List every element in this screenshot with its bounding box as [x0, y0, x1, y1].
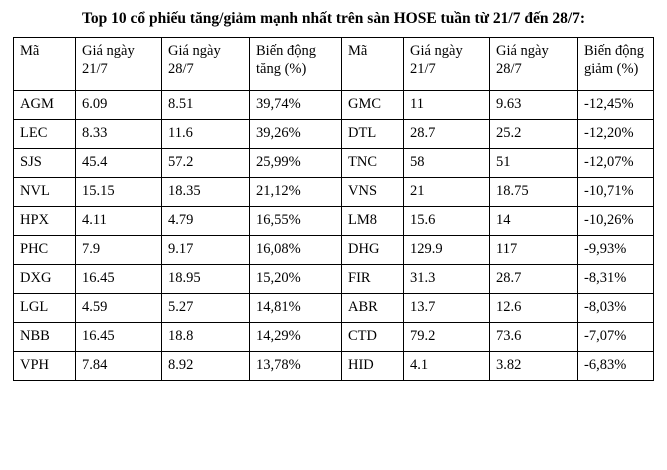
cell-ticker-down: VNS [342, 177, 404, 206]
column-header-ma-gainers: Mã [14, 37, 76, 90]
table-row [14, 351, 654, 380]
cell-change-down: -8,03% [578, 293, 654, 322]
cell-price-28-up: 4.79 [162, 206, 250, 235]
table-row [14, 148, 654, 177]
table-row [14, 206, 654, 235]
cell-change-down: -12,45% [578, 90, 654, 119]
cell-price-21-up: 6.09 [76, 90, 162, 119]
table-header-row [14, 37, 654, 90]
column-header-change-down: Biến động giảm (%) [578, 37, 654, 90]
cell-price-21-down: 15.6 [404, 206, 490, 235]
cell-price-28-down: 117 [490, 235, 578, 264]
cell-price-28-up: 18.35 [162, 177, 250, 206]
cell-change-up: 16,08% [250, 235, 342, 264]
cell-price-28-up: 18.8 [162, 322, 250, 351]
cell-price-28-down: 3.82 [490, 351, 578, 380]
column-header-change-up: Biến động tăng (%) [250, 37, 342, 90]
table-row [14, 322, 654, 351]
cell-change-down: -9,93% [578, 235, 654, 264]
cell-price-21-down: 11 [404, 90, 490, 119]
cell-price-28-up: 9.17 [162, 235, 250, 264]
column-header-price-28-7-gainers: Giá ngày 28/7 [162, 37, 250, 90]
cell-price-21-up: 8.33 [76, 119, 162, 148]
table-body [14, 90, 654, 380]
column-header-price-28-7-losers: Giá ngày 28/7 [490, 37, 578, 90]
table-row [14, 264, 654, 293]
cell-change-up: 25,99% [250, 148, 342, 177]
cell-price-28-down: 51 [490, 148, 578, 177]
cell-ticker-up: DXG [14, 264, 76, 293]
cell-ticker-down: FIR [342, 264, 404, 293]
cell-price-28-down: 9.63 [490, 90, 578, 119]
cell-change-up: 14,29% [250, 322, 342, 351]
table-header [14, 37, 654, 90]
cell-ticker-up: VPH [14, 351, 76, 380]
cell-ticker-up: LEC [14, 119, 76, 148]
cell-ticker-up: NVL [14, 177, 76, 206]
cell-price-21-down: 31.3 [404, 264, 490, 293]
table-row [14, 90, 654, 119]
cell-price-28-up: 8.92 [162, 351, 250, 380]
cell-price-21-up: 15.15 [76, 177, 162, 206]
cell-change-down: -10,71% [578, 177, 654, 206]
cell-ticker-down: HID [342, 351, 404, 380]
cell-price-28-up: 57.2 [162, 148, 250, 177]
cell-change-down: -10,26% [578, 206, 654, 235]
cell-price-21-down: 28.7 [404, 119, 490, 148]
cell-ticker-down: LM8 [342, 206, 404, 235]
cell-price-28-up: 18.95 [162, 264, 250, 293]
cell-price-21-down: 58 [404, 148, 490, 177]
column-header-price-21-7-losers: Giá ngày 21/7 [404, 37, 490, 90]
cell-price-28-down: 28.7 [490, 264, 578, 293]
cell-price-28-up: 11.6 [162, 119, 250, 148]
cell-price-21-down: 79.2 [404, 322, 490, 351]
cell-price-28-down: 73.6 [490, 322, 578, 351]
cell-price-21-up: 4.11 [76, 206, 162, 235]
cell-ticker-up: PHC [14, 235, 76, 264]
cell-change-down: -8,31% [578, 264, 654, 293]
cell-change-up: 39,74% [250, 90, 342, 119]
table-row [14, 177, 654, 206]
cell-change-up: 13,78% [250, 351, 342, 380]
cell-price-28-down: 18.75 [490, 177, 578, 206]
cell-ticker-down: DTL [342, 119, 404, 148]
cell-ticker-up: HPX [14, 206, 76, 235]
table-row [14, 235, 654, 264]
page-title: Top 10 cổ phiếu tăng/giảm mạnh nhất trên sàn HOSE tuần từ 21/7 đến 28/7: [81, 10, 586, 27]
cell-ticker-down: TNC [342, 148, 404, 177]
cell-ticker-down: CTD [342, 322, 404, 351]
cell-price-21-down: 13.7 [404, 293, 490, 322]
cell-change-up: 39,26% [250, 119, 342, 148]
cell-change-up: 21,12% [250, 177, 342, 206]
cell-price-28-down: 25.2 [490, 119, 578, 148]
cell-price-21-up: 7.84 [76, 351, 162, 380]
column-header-price-21-7-gainers: Giá ngày 21/7 [76, 37, 162, 90]
column-header-ma-losers: Mã [342, 37, 404, 90]
cell-change-down: -12,20% [578, 119, 654, 148]
cell-ticker-up: NBB [14, 322, 76, 351]
cell-price-28-down: 14 [490, 206, 578, 235]
cell-price-21-down: 129.9 [404, 235, 490, 264]
cell-ticker-up: LGL [14, 293, 76, 322]
cell-price-21-down: 4.1 [404, 351, 490, 380]
cell-price-28-up: 8.51 [162, 90, 250, 119]
table-row [14, 293, 654, 322]
cell-ticker-down: ABR [342, 293, 404, 322]
cell-ticker-down: DHG [342, 235, 404, 264]
cell-ticker-down: GMC [342, 90, 404, 119]
cell-ticker-up: SJS [14, 148, 76, 177]
cell-change-down: -12,07% [578, 148, 654, 177]
cell-ticker-up: AGM [14, 90, 76, 119]
cell-change-up: 14,81% [250, 293, 342, 322]
cell-price-21-down: 21 [404, 177, 490, 206]
cell-price-21-up: 16.45 [76, 264, 162, 293]
cell-price-28-up: 5.27 [162, 293, 250, 322]
cell-price-28-down: 12.6 [490, 293, 578, 322]
cell-change-down: -6,83% [578, 351, 654, 380]
cell-change-up: 16,55% [250, 206, 342, 235]
cell-change-up: 15,20% [250, 264, 342, 293]
cell-price-21-up: 16.45 [76, 322, 162, 351]
table-row [14, 119, 654, 148]
stock-movers-table [13, 37, 654, 381]
cell-price-21-up: 45.4 [76, 148, 162, 177]
cell-price-21-up: 4.59 [76, 293, 162, 322]
cell-change-down: -7,07% [578, 322, 654, 351]
cell-price-21-up: 7.9 [76, 235, 162, 264]
